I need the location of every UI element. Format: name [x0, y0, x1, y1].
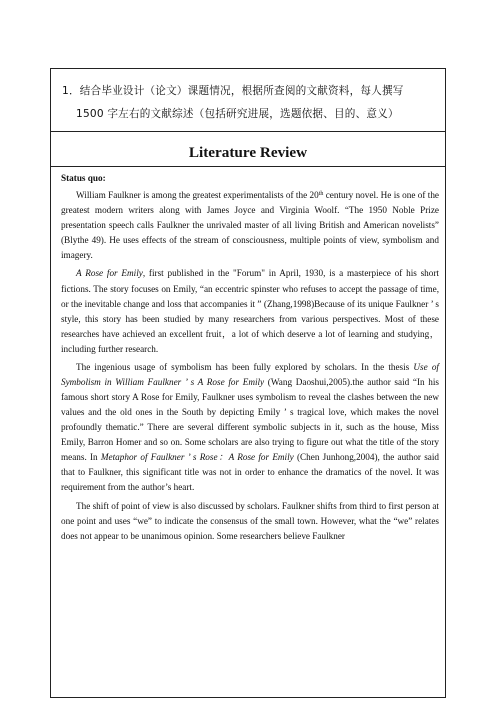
instruction-line-1: 1．结合毕业设计（论文）课题情况，根据所查阅的文献资料，每人撰写 — [62, 85, 404, 97]
status-quo-heading: Status quo: — [61, 173, 106, 183]
title-divider — [51, 166, 445, 167]
p3-text-a: The ingenious usage of symbolism has been fully explored by scholars. In the thesis — [76, 361, 414, 372]
p3-text-b: (Wang Daoshui,2005).the author said “In his famous short story A Rose for Emily, Faulkner uses symbolism to reveal the clashes between the new values and the old ones in the South by depicting Emily ’ s tragical love, which makes the novel profoundly thematic.” There are several different symbolic subjects in it, such as the house, Miss Emily, Barron Homer and so on. Some scholars are also trying to figure out what the title of the story means. In — [61, 376, 440, 463]
paragraph-3 — [61, 360, 439, 495]
paragraph-2 — [61, 266, 439, 356]
instruction-line-2: 1500 字左右的文献综述（包括研究进展，选题依据、目的、意义） — [76, 108, 399, 120]
review-title: Literature Review — [188, 144, 308, 161]
paragraph-1 — [61, 188, 439, 263]
p2-story-title: A Rose for Emily — [76, 268, 143, 279]
review-form-table — [50, 68, 446, 698]
p3-thesis-title: Use of Symbolism in William Faulkner ’ s A Rose for Emily — [61, 361, 439, 387]
instruction-cell — [51, 69, 445, 132]
p3-metaphor-title: Metaphor of Faulkner ’ s Rose：A Rose for Emily — [100, 452, 294, 463]
review-body — [61, 171, 439, 547]
p1-text-a: William Faulkner is among the greatest experimentalists of the 20 — [76, 190, 319, 201]
p1-superscript: th — [318, 191, 324, 198]
paragraph-4: The shift of point of view is also discussed by scholars. Faulkner shifts from third to first person at one point and uses “we” to indicate the consensus of the small town. However, what the “we” relates does not appear to be unanimous opinion. Some researchers believe Faulkner — [61, 500, 439, 541]
p1-text-b: century novel. He is one of the greatest modern writers along with James Joyce and Virginia Woolf. “The 1950 Noble Prize presentation speech calls Faulkner the unrivaled master of all living British and American novelists” (Blythe 49). He uses effects of the stream of consciousness, multiple points of view, symbolism and imagery. — [61, 190, 439, 261]
p3-text-c: (Chen Junhong,2004), the author said that to Faulkner, this significant title was not in order to enhance the dramatics of the novel. It was requirement from the author’s heart. — [61, 452, 439, 493]
status-quo-label: Status quo — [61, 173, 103, 183]
p2-text: , first published in the "Forum" in April, 1930, is a masterpiece of his short fictions. The story focuses on Emily, “an eccentric spinster who refuses to accept the passage of time, or the inevitable change and loss that accompanies it ” (Zhang,1998)Because of its unique Faulkner ’ s style, this story has been studied by many researchers from various perspectives. Most of these researches have achieved an excellent fruit，a lot of which deserve a lot of learning and studying，including further research. — [61, 268, 439, 354]
